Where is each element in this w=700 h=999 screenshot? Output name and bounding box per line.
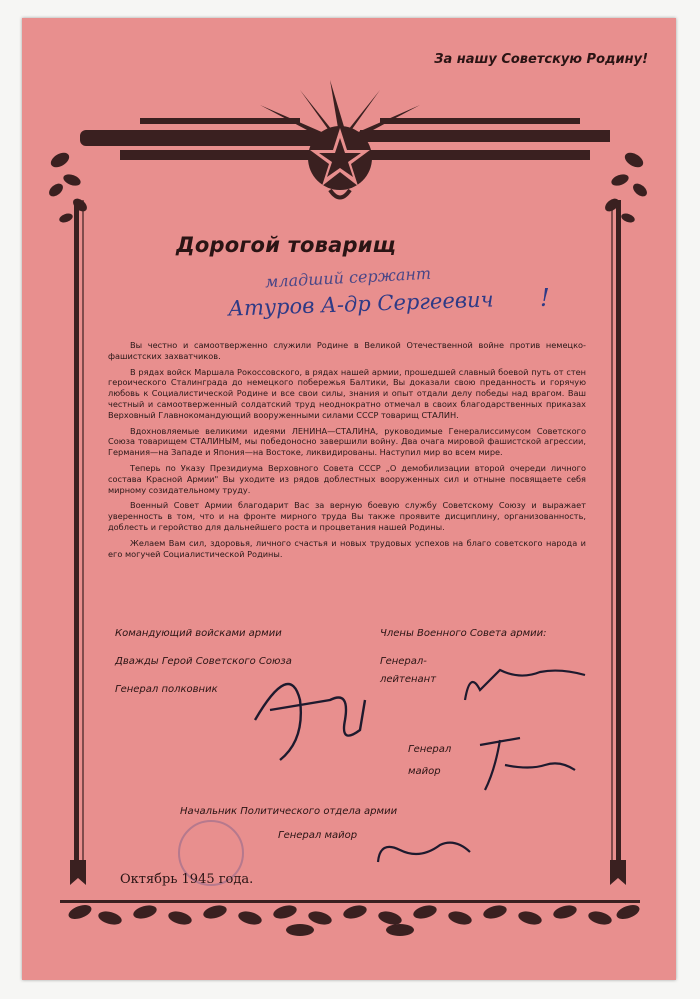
greeting-title: Дорогой товарищ — [176, 233, 397, 257]
political-title: Начальник Политического отдела армии — [180, 806, 398, 817]
recipient-rank: младший сержант — [264, 263, 432, 292]
political-rank: Генерал майор — [278, 830, 358, 841]
recipient-name: Атуров А-др Сергеевич — [227, 287, 494, 321]
commander-signature — [255, 684, 365, 760]
political-signature — [378, 843, 470, 862]
council-title: Члены Военного Совета армии: — [380, 628, 547, 639]
paragraph: Вдохновляемые великими идеями ЛЕНИНА—СТАЛИНА, руководимые Генералиссимусом Советского Союза товарищем СТАЛИНЫМ, мы победоносно завершили войну. Два очага мировой фашистской агрессии, Германия—на Западе и Япония—на Востоке, ликвидированы. Наступил мир во всем мире. — [108, 425, 586, 458]
member1-rank-line1: Генерал- — [380, 656, 427, 667]
slogan: За нашу Советскую Родину! — [434, 52, 648, 67]
member2-rank-line2: майор — [408, 766, 441, 777]
commander-title: Командующий войсками армии — [115, 628, 282, 639]
paragraph: Теперь по Указу Президиума Верховного Совета СССР „О демобилизации второй очереди личного состава Красной Армии" Вы уходите из рядов доблестных вооруженных сил и отныне посвящаете себя мирному созидательному труду. — [108, 462, 586, 495]
member1-signature — [465, 670, 585, 700]
member2-rank-line1: Генерал — [408, 744, 452, 755]
commander-title-hero: Дважды Герой Советского Союза — [115, 656, 292, 667]
paragraph: Желаем Вам сил, здоровья, личного счастья и новых трудовых успехов на благо советского народа и его могучей Социалистической Родины. — [108, 537, 586, 559]
member1-rank-line2: лейтенант — [380, 674, 437, 685]
member2-signature — [480, 738, 575, 790]
issue-date: Октябрь 1945 года. — [120, 872, 254, 887]
commander-rank: Генерал полковник — [115, 684, 218, 695]
recipient-exclamation: ! — [540, 284, 550, 312]
paragraph: В рядах войск Маршала Рокоссовского, в рядах нашей армии, прошедшей славный боевой путь от стен героического Сталинграда до немецкого побережья Балтики, Вы доказали свою преданность и горячую любовь к Социалистической Родине и все свои силы, знания и опыт отдали делу победы над врагом. Ваш честный и самоотверженный солдатский труд неоднократно отмечал в своих благодарственных приказах Верховный Главнокомандующий вооруженными силами СССР товарищ СТАЛИН. — [108, 366, 586, 420]
paragraph: Вы честно и самоотверженно служили Родине в Великой Отечественной войне против немецко-фашистских захватчиков. — [108, 340, 586, 361]
paragraph: Военный Совет Армии благодарит Вас за верную боевую службу Советскому Союзу и выражает уверенность в том, что и на фронте мирного труда Вы также проявите дисциплину, организованность, доблесть и геройство для дальнейшего роста и процветания нашей Родины. — [108, 500, 586, 532]
